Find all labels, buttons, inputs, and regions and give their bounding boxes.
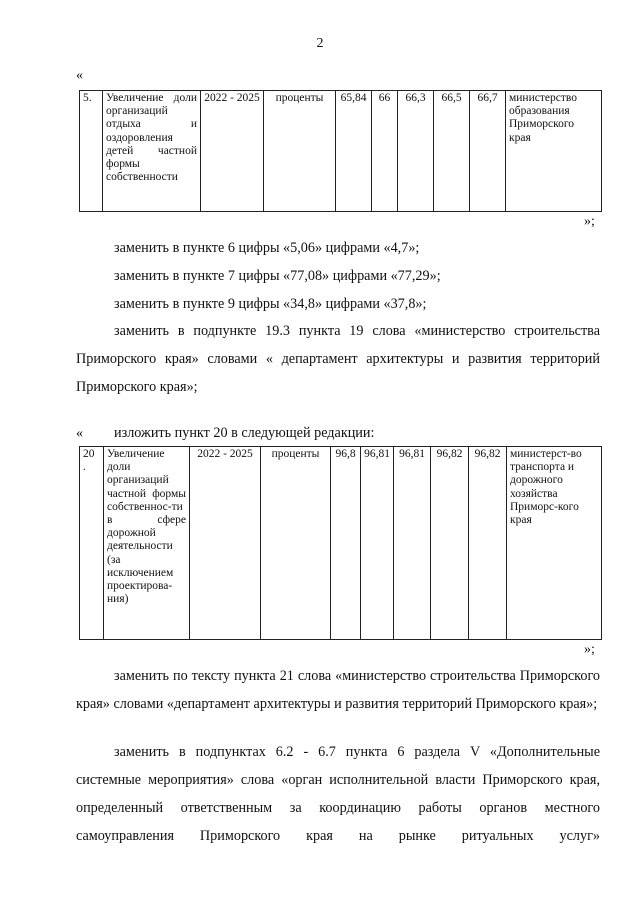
value-cell: 66,5 <box>434 91 470 212</box>
value-cell: 96,8 <box>331 447 361 640</box>
text-line-point-9: заменить в пункте 9 цифры «34,8» цифрами «37,8»; <box>114 296 427 312</box>
period: 2022 - 2025 <box>190 447 261 640</box>
quote-open-2: « <box>76 426 83 441</box>
table-item-5 <box>79 90 602 212</box>
value-cell: 66 <box>372 91 398 212</box>
value-cell: 96,82 <box>469 447 507 640</box>
paragraph-point-21: заменить по тексту пункта 21 слова «министерство строительства Приморского края» словами «департамент архитектуры и развития территорий Приморского края»; <box>76 668 600 712</box>
table-item-20 <box>79 446 602 640</box>
text-line-point-7: заменить в пункте 7 цифры «77,08» цифрами «77,29»; <box>114 268 441 284</box>
value-cell: 66,3 <box>398 91 434 212</box>
value-cell: 96,81 <box>394 447 431 640</box>
value-cell: 65,84 <box>336 91 372 212</box>
quote-close-1: »; <box>584 214 595 229</box>
text-line-point-20: изложить пункт 20 в следующей редакции: <box>114 425 375 441</box>
page-number: 2 <box>316 36 324 51</box>
period: 2022 - 2025 <box>201 91 264 212</box>
value-cell: 96,81 <box>361 447 394 640</box>
paragraph-point-19: заменить в подпункте 19.3 пункта 19 слова «министерство строительства Приморского края» словами « департамент архитектуры и развития территорий Приморского края»; <box>76 323 600 395</box>
indicator-name: Увеличение доли организаций отдыха и оздоровления детей частной формы собственности <box>103 91 201 212</box>
responsible-agency: министерство образования Приморского края <box>506 91 602 212</box>
unit: проценты <box>261 447 331 640</box>
row-number: 5. <box>80 91 103 212</box>
unit: проценты <box>264 91 336 212</box>
quote-close-2: »; <box>584 642 595 657</box>
quote-open-1: « <box>76 68 83 83</box>
value-cell: 96,82 <box>431 447 469 640</box>
row-number: 20 . <box>80 447 104 640</box>
paragraph-subpoints-6-2-6-7: заменить в подпунктах 6.2 - 6.7 пункта 6 раздела V «Дополнительные системные мероприятия» слова «орган исполнительной власти Приморского края, определенный ответственным за координацию работы органов местного самоуправления Приморского края на рынке ритуальных услуг» <box>76 744 600 844</box>
responsible-agency: министерст-во транспорта и дорожного хозяйства Приморс-кого края <box>507 447 602 640</box>
table-row <box>80 91 602 212</box>
indicator-name: Увеличение доли организаций частной формы собственнос-ти в сфере дорожной деятельности (за исключением проектирова-ния) <box>104 447 190 640</box>
table-row <box>80 447 602 640</box>
value-cell: 66,7 <box>470 91 506 212</box>
text-line-point-6: заменить в пункте 6 цифры «5,06» цифрами «4,7»; <box>114 240 420 256</box>
